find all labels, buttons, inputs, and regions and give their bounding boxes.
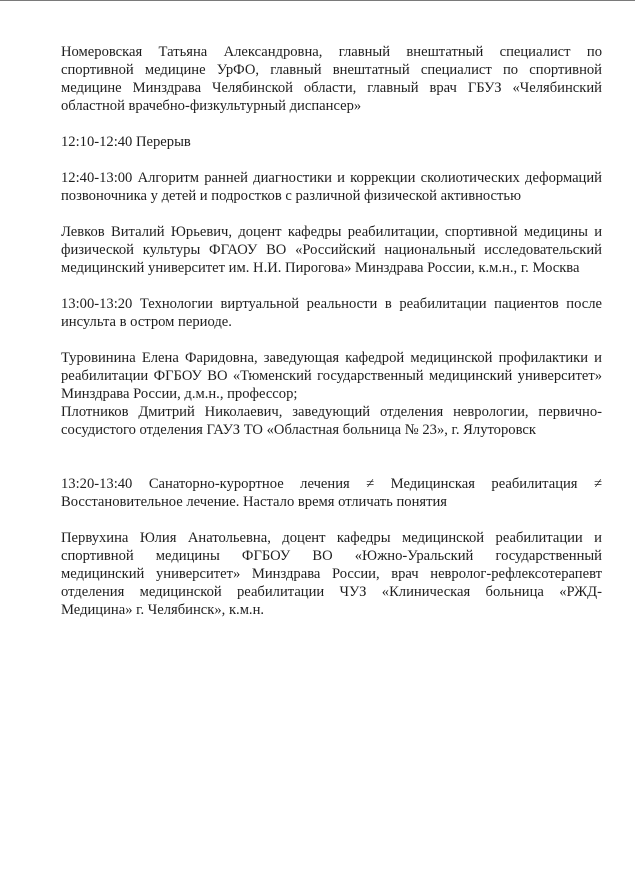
page-top-border [0, 0, 635, 1]
text-line: Плотников Дмитрий Николаевич, заведующий отделения неврологии, первично- [61, 404, 602, 420]
text-line: областной врачебно-физкультурный диспансер» [61, 98, 362, 114]
text-line: медицине Минздрава Челябинской области, главный врач ГБУЗ «Челябинский [61, 80, 602, 96]
session-virtual-reality [61, 295, 602, 331]
text-line: Туровинина Елена Фаридовна, заведующая кафедрой медицинской профилактики и [61, 350, 602, 366]
text-line: медицинский университет им. Н.И. Пирогова» Минздрава России, к.м.н., г. Москва [61, 260, 580, 276]
text-line: сосудистого отделения ГАУЗ ТО «Областная больница № 23», г. Ялуторовск [61, 422, 536, 438]
text-line: отделения медицинской реабилитации ЧУЗ «Клиническая больница «РЖД- [61, 584, 602, 600]
text-line: Левков Виталий Юрьевич, доцент кафедры реабилитации, спортивной медицины и [61, 224, 602, 240]
text-line: 12:10-12:40 Перерыв [61, 134, 191, 150]
text-line: спортивной медицины ФГБОУ ВО «Южно-Уральский государственный [61, 548, 602, 564]
session-sanatorium [61, 475, 602, 511]
text-line: 13:00-13:20 Технологии виртуальной реальности в реабилитации пациентов после [61, 296, 602, 312]
text-line: инсульта в остром периоде. [61, 314, 232, 330]
text-line: спортивной медицине УрФО, главный внештатный специалист по спортивной [61, 62, 602, 78]
speaker-turovinina-plotnikov [61, 349, 602, 439]
document-page [61, 43, 602, 637]
session-break [61, 133, 602, 151]
text-line: позвоночника у детей и подростков с различной физической активностью [61, 188, 521, 204]
text-line: 13:20-13:40 Санаторно-курортное лечения ≠ Медицинская реабилитация ≠ [61, 476, 602, 492]
text-line: медицинский университет» Минздрава России, врач невролог-рефлексотерапевт [61, 566, 602, 582]
text-line: реабилитации ФГБОУ ВО «Тюменский государственный медицинский университет» [61, 368, 602, 384]
text-line: 12:40-13:00 Алгоритм ранней диагностики и коррекции сколиотических деформаций [61, 170, 602, 186]
text-line: физической культуры ФГАОУ ВО «Российский национальный исследовательский [61, 242, 602, 258]
speaker-levkov [61, 223, 602, 277]
text-line: Медицина» г. Челябинск», к.м.н. [61, 602, 265, 618]
text-line: Минздрава России, д.м.н., профессор; [61, 386, 298, 402]
text-line: Первухина Юлия Анатольевна, доцент кафедры медицинской реабилитации и [61, 530, 602, 546]
text-line: Восстановительное лечение. Настало время отличать понятия [61, 494, 448, 510]
text-line: Номеровская Татьяна Александровна, главный внештатный специалист по [61, 44, 602, 60]
session-scoliosis [61, 169, 602, 205]
speaker-nomerovskaya [61, 43, 602, 115]
speaker-pervukhina [61, 529, 602, 619]
